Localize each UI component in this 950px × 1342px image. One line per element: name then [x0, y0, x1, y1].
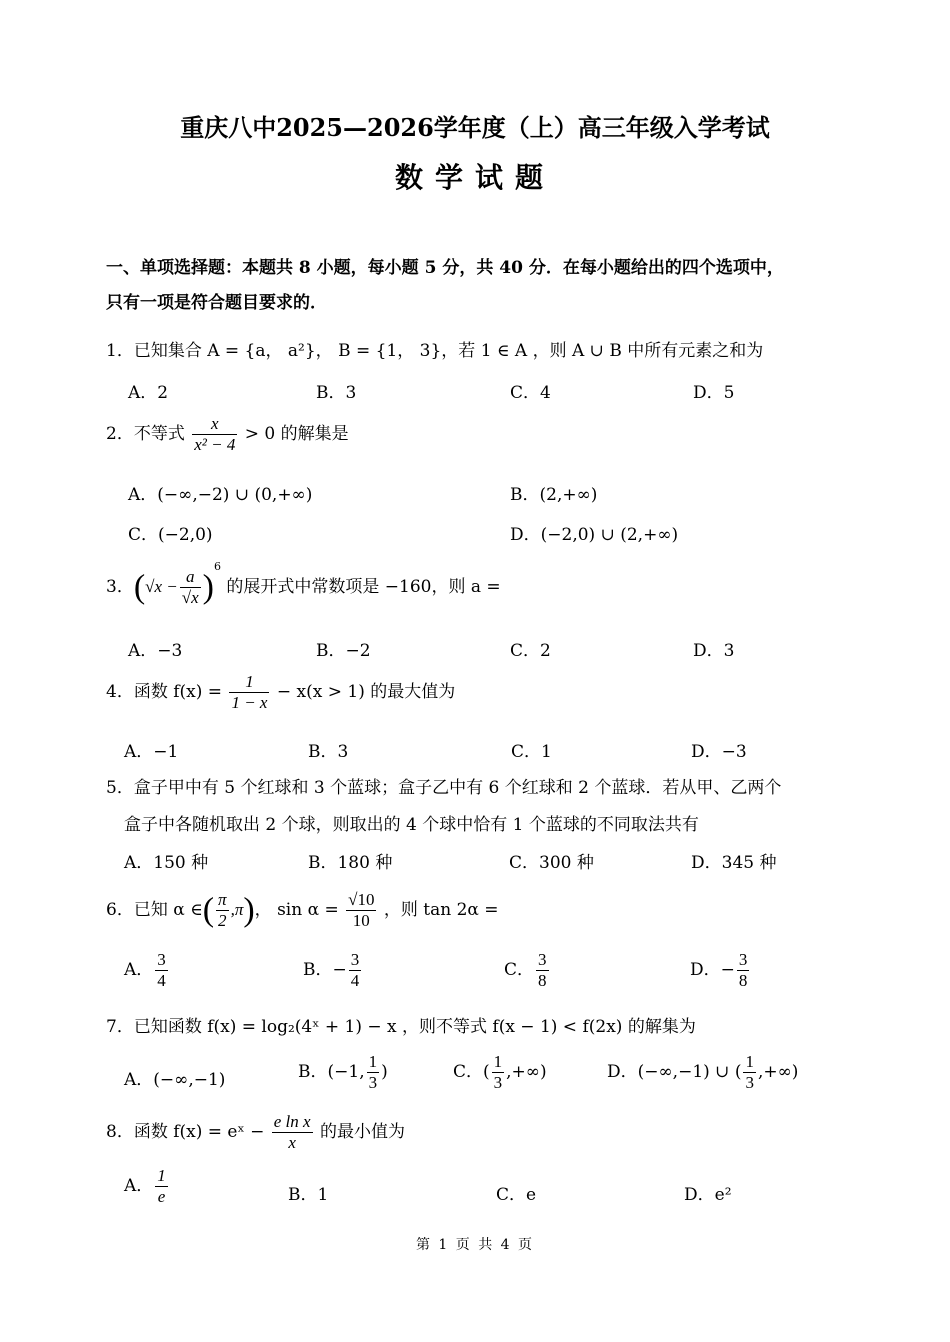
- fraction-numerator: 3: [350, 950, 360, 969]
- fraction-denominator: 4: [350, 971, 360, 990]
- fraction: [155, 1166, 168, 1207]
- q4-option-b: B．3: [308, 742, 349, 762]
- q6-option-d: [690, 950, 751, 991]
- page-number: 第 1 页 共 4 页: [415, 1237, 535, 1253]
- fraction-denominator: e: [155, 1186, 168, 1207]
- q1-option-d: D．5: [693, 383, 735, 403]
- fraction-numerator: 1: [745, 1052, 754, 1071]
- fraction-numerator: π: [218, 890, 227, 909]
- question-text: 的最小值为: [319, 1122, 405, 1142]
- option-label: C．: [453, 1062, 484, 1082]
- interval-start: (−∞,−1) ∪ (: [637, 1062, 742, 1082]
- q4-option-d: D．−3: [691, 742, 747, 762]
- option-label: C．: [504, 960, 535, 980]
- question-number: 1．: [106, 341, 134, 361]
- question-number: 5．: [106, 778, 134, 798]
- fraction-numerator: 1: [493, 1052, 503, 1071]
- question-number: 3．: [106, 577, 134, 597]
- fraction-numerator: e ln x: [273, 1112, 311, 1131]
- q1-option-c: C．4: [510, 383, 551, 403]
- q2-option-c: C．(−2,0): [128, 525, 213, 545]
- fraction: [346, 890, 376, 931]
- q2-option-d: D．(−2,0) ∪ (2,+∞): [510, 525, 679, 545]
- section-heading-line1: 一、单项选择题：本题共 8 小题，每小题 5 分，共 40 分．在每小题给出的四个选项中，: [106, 258, 784, 278]
- question-text: 的展开式中常数项是 −160，则 a =: [226, 577, 501, 597]
- question-number: 2．: [106, 424, 134, 444]
- interval-end: ,+∞): [506, 1062, 547, 1082]
- exponent: 6: [213, 560, 221, 573]
- q3-option-b: B．−2: [316, 641, 371, 661]
- option-label: D．: [607, 1062, 638, 1082]
- q6-option-c: [504, 950, 551, 991]
- q7-option-b: [298, 1052, 388, 1093]
- question-text-line1: 盒子甲中有 5 个红球和 3 个蓝球；盒子乙中有 6 个红球和 2 个蓝球．若从甲、乙两个: [133, 778, 782, 798]
- left-paren: (: [133, 568, 146, 606]
- q8-option-b: B．1: [288, 1185, 329, 1205]
- exam-title: 重庆八中2025—2026学年度（上）高三年级入学考试: [180, 113, 770, 142]
- option-label: B．: [303, 960, 333, 980]
- interval-end: ,π: [230, 900, 244, 919]
- question-text: 不等式: [133, 424, 185, 444]
- question-5: [106, 773, 781, 798]
- interval-end: ,+∞): [757, 1062, 799, 1082]
- option-label: B．: [298, 1062, 328, 1082]
- q1-option-a: A．2: [128, 383, 169, 403]
- fraction-denominator: 10: [346, 910, 376, 931]
- q2-option-a: A．(−∞,−2) ∪ (0,+∞): [128, 485, 313, 505]
- fraction-denominator: 4: [157, 971, 166, 990]
- question-number: 7．: [106, 1017, 134, 1037]
- question-text: − x(x > 1) 的最大值为: [276, 682, 456, 702]
- q4-option-c: C．1: [511, 742, 552, 762]
- fraction-denominator: 3: [368, 1073, 378, 1092]
- q4-option-a: A．−1: [124, 742, 179, 762]
- fraction: [216, 890, 229, 931]
- fraction: [367, 1052, 380, 1093]
- fraction-denominator: 1 − x: [231, 693, 268, 712]
- fraction: [180, 567, 201, 608]
- q2-option-b: B．(2,+∞): [510, 485, 598, 505]
- fraction-numerator: 3: [738, 950, 748, 969]
- question-2: [106, 414, 349, 455]
- q6-option-a: [124, 950, 170, 991]
- fraction-denominator: x² − 4: [194, 435, 236, 454]
- fraction: [192, 414, 237, 455]
- fraction-numerator: 3: [538, 950, 547, 969]
- q5-option-a: A．150 种: [124, 853, 209, 873]
- fraction: [492, 1052, 505, 1093]
- q1-option-b: B．3: [316, 383, 357, 403]
- fraction-numerator: a: [185, 567, 195, 586]
- section-heading-line2: 只有一项是符合题目要求的．: [106, 293, 327, 313]
- interval-start: (: [483, 1062, 490, 1082]
- question-text: 函数 f(x) = eˣ −: [133, 1122, 265, 1142]
- q8-option-d: D．e²: [684, 1185, 732, 1205]
- fraction: [737, 950, 750, 991]
- interval-start: (−1,: [327, 1062, 365, 1082]
- question-number: 6．: [106, 900, 134, 920]
- interval-end: ): [381, 1062, 388, 1082]
- question-7: [106, 1012, 696, 1037]
- q5-option-b: B．180 种: [308, 853, 393, 873]
- fraction: [155, 950, 168, 991]
- fraction-numerator: x: [211, 414, 219, 433]
- question-3: [106, 560, 501, 608]
- fraction: [743, 1052, 756, 1093]
- fraction-denominator: 8: [738, 971, 748, 990]
- question-text: ，则 tan 2α =: [383, 900, 499, 920]
- q8-option-a: [124, 1166, 170, 1207]
- fraction-denominator: 2: [216, 910, 229, 931]
- option-label: D．: [690, 960, 721, 980]
- q3-option-d: D．3: [693, 641, 735, 661]
- question-text: 已知 α ∈: [133, 900, 203, 920]
- q3-option-a: A．−3: [128, 641, 183, 661]
- question-number: 8．: [106, 1122, 134, 1142]
- fraction-numerator: 1: [157, 1166, 166, 1185]
- question-text: > 0 的解集是: [244, 424, 349, 444]
- fraction-numerator: 3: [157, 950, 166, 969]
- q3-option-c: C．2: [510, 641, 551, 661]
- fraction: [349, 950, 362, 991]
- right-paren: ): [202, 568, 214, 606]
- q5-option-c: C．300 种: [509, 853, 594, 873]
- fraction-denominator: 8: [538, 971, 547, 990]
- fraction-numerator: 1: [368, 1052, 378, 1071]
- q7-option-d: [607, 1052, 798, 1093]
- question-number: 4．: [106, 682, 134, 702]
- sqrt-term: √x −: [145, 577, 178, 596]
- q7-option-a: A．(−∞,−1): [124, 1070, 226, 1090]
- option-sign: −: [332, 960, 347, 980]
- q5-option-d: D．345 种: [691, 853, 777, 873]
- fraction-denominator: x: [272, 1132, 313, 1153]
- question-text: 已知函数 f(x) = log₂(4ˣ + 1) − x ，则不等式 f(x − 1) < f(2x) 的解集为: [133, 1017, 696, 1037]
- question-text: ， sin α =: [254, 900, 339, 920]
- option-label: A．: [124, 1176, 154, 1196]
- fraction-numerator: 1: [245, 672, 254, 691]
- q6-option-b: [303, 950, 363, 991]
- question-4: [106, 672, 455, 713]
- question-6: 6．已知 α ∈( $\frac{\pi}{2}$ ,π)， sin α = $\frac{√10}{10}$ ，则 tan 2α =: [106, 890, 499, 930]
- question-text: 已知集合 A = {a， a²}， B = {1， 3}，若 1 ∈ A ，则 A ∪ B 中所有元素之和为: [133, 341, 764, 361]
- question-1: [106, 336, 763, 361]
- fraction: [536, 950, 549, 991]
- exam-subtitle: 数学试题: [394, 161, 555, 194]
- q7-option-c: [453, 1052, 547, 1093]
- q8-option-c: C．e: [496, 1185, 537, 1205]
- question-5-line2: 盒子中各随机取出 2 个球，则取出的 4 个球中恰有 1 个蓝球的不同取法共有: [124, 815, 699, 835]
- question-8: [106, 1112, 405, 1153]
- question-text: 函数 f(x) =: [133, 682, 223, 702]
- fraction: [272, 1112, 313, 1153]
- option-label: A．: [124, 960, 154, 980]
- fraction-denominator: 3: [745, 1073, 754, 1092]
- fraction-denominator: √x: [181, 588, 199, 607]
- fraction-denominator: 3: [493, 1073, 503, 1092]
- option-sign: −: [720, 960, 735, 980]
- fraction: [229, 672, 269, 713]
- fraction-numerator: √10: [348, 890, 375, 909]
